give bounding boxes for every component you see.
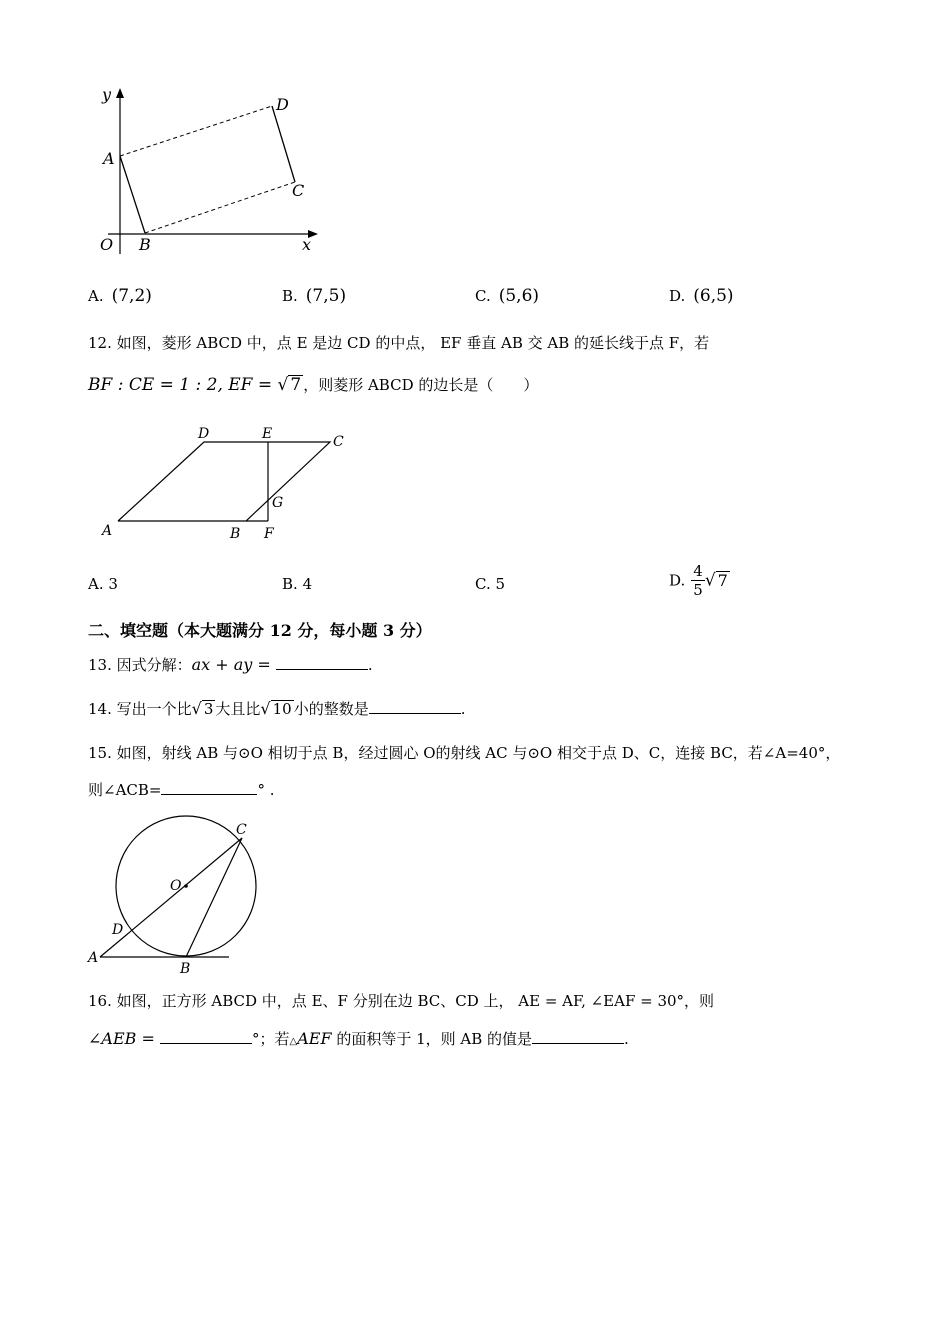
q15-line2-prefix: 则∠ACB= xyxy=(88,781,162,799)
q16-line2-mid: °；若 xyxy=(251,1030,290,1048)
q16-answer-blank-1[interactable] xyxy=(160,1043,252,1044)
label-e: E xyxy=(262,426,273,442)
option-value: (7,5) xyxy=(305,286,347,306)
q11-option-c[interactable] xyxy=(475,286,539,306)
q14-suffix: . xyxy=(460,700,466,718)
label-c: C xyxy=(333,434,344,450)
q11-option-a[interactable] xyxy=(88,286,152,306)
q14-prefix: 14. 写出一个比 xyxy=(88,700,192,718)
numerator: 4 xyxy=(693,562,703,580)
label-d: D xyxy=(112,922,124,938)
option-value: 3 xyxy=(108,575,118,593)
option-value: (7,2) xyxy=(111,286,152,306)
segment-bc xyxy=(186,838,242,957)
q16-aef: AEF xyxy=(297,1029,332,1048)
option-letter: D. xyxy=(669,571,686,590)
label-d: D xyxy=(198,426,210,442)
option-value: 4 xyxy=(302,575,313,593)
label-b: B xyxy=(180,961,191,977)
option-letter: C. xyxy=(475,287,491,305)
dashed-bc xyxy=(145,182,295,233)
q16-line2-prefix: ∠AEB = xyxy=(88,1029,160,1048)
option-letter: B. xyxy=(282,575,298,593)
rhombus-outline xyxy=(118,442,330,521)
q12-option-b[interactable] xyxy=(282,575,312,593)
y-axis-arrow xyxy=(116,88,124,98)
q14-sqrt1: 3 xyxy=(203,700,214,718)
label-a: A xyxy=(103,149,115,168)
q14-sqrt2: 10 xyxy=(272,700,292,718)
q13-prefix: 13. 因式分解： xyxy=(88,656,192,674)
label-o: O xyxy=(100,235,114,254)
q15-line2-suffix: ° . xyxy=(257,781,275,799)
label-a: A xyxy=(88,950,99,966)
option-letter: B. xyxy=(282,287,298,305)
q13-suffix: . xyxy=(367,656,373,674)
option-letter: A. xyxy=(88,575,104,593)
label-b: B xyxy=(230,526,241,542)
label-a: A xyxy=(102,523,113,539)
q15-line1: 15. 如图，射线 AB 与⊙O 相切于点 B，经过圆心 O的射线 AC 与⊙O 相交于点 D、C，连接 BC，若∠A=40°， xyxy=(88,744,841,762)
q16-answer-blank-2[interactable] xyxy=(532,1043,624,1044)
dashed-ad xyxy=(120,106,272,156)
q14-mid: 大且比 xyxy=(215,700,261,718)
option-value: (6,5) xyxy=(693,286,734,306)
label-c: C xyxy=(236,822,247,838)
q12-ratio-math: BF : CE = 1 : 2, EF = xyxy=(88,375,278,395)
fraction xyxy=(691,562,705,599)
q11-figure xyxy=(90,82,330,262)
segment-dc xyxy=(272,106,295,182)
q16-line2-mid2: 的面积等于 1，则 AB 的值是 xyxy=(331,1030,533,1048)
label-o: O xyxy=(170,878,182,894)
q15-figure xyxy=(84,814,274,979)
q14: 14. 写出一个比√ 3 大且比√ 10 小的整数是 . xyxy=(88,699,466,718)
option-letter: C. xyxy=(475,575,491,593)
q13 xyxy=(88,654,373,675)
ray-ac xyxy=(100,838,242,957)
q15-answer-blank[interactable] xyxy=(161,794,257,795)
option-value: 5 xyxy=(495,575,506,593)
q12-option-a[interactable] xyxy=(88,575,118,593)
label-f: F xyxy=(264,526,274,542)
q12-figure xyxy=(96,420,356,550)
q14-after: 小的整数是 xyxy=(293,700,369,718)
label-x: x xyxy=(302,235,312,254)
option-letter: A. xyxy=(88,287,104,305)
label-d: D xyxy=(276,95,289,114)
label-y: y xyxy=(102,85,112,104)
q13-math: ax + ay = xyxy=(191,655,276,674)
q12-line1: 12. 如图，菱形 ABCD 中，点 E 是边 CD 的中点， EF 垂直 AB 交 AB 的延长线于点 F，若 xyxy=(88,334,710,352)
q16-line1: 16. 如图，正方形 ABCD 中，点 E、F 分别在边 BC、CD 上， AE = AF, ∠EAF = 30°，则 xyxy=(88,992,715,1010)
denominator: 5 xyxy=(693,581,703,599)
q13-answer-blank[interactable] xyxy=(276,669,368,670)
option-value: (5,6) xyxy=(498,286,540,306)
label-g: G xyxy=(272,495,284,511)
label-c: C xyxy=(292,181,305,200)
q11-option-b[interactable] xyxy=(282,286,346,306)
q16-line2 xyxy=(88,1028,629,1049)
option-letter: D. xyxy=(669,287,686,305)
q12-line2-text: ，则菱形 ABCD 的边长是（ ） xyxy=(303,376,539,394)
label-b: B xyxy=(139,235,151,254)
triangle-symbol: △ xyxy=(289,1036,298,1047)
q12-option-d[interactable]: D. $\frac{4}{5}$ √ 7 xyxy=(669,562,728,599)
q11-option-d[interactable] xyxy=(669,286,734,306)
section-title: 二、填空题（本大题满分 12 分，每小题 3 分） xyxy=(88,621,432,640)
q15-line2 xyxy=(88,779,275,800)
q12-sqrt: 7 xyxy=(290,375,302,395)
q12-option-c[interactable] xyxy=(475,575,505,593)
q12-line2: BF : CE = 1 : 2, EF = √ 7 ，则菱形 ABCD 的边长是（ ） xyxy=(88,375,539,395)
sqrt-value: 7 xyxy=(717,571,728,591)
q14-answer-blank[interactable] xyxy=(369,713,461,714)
segment-ab xyxy=(120,156,145,233)
q16-suffix: . xyxy=(624,1030,629,1048)
